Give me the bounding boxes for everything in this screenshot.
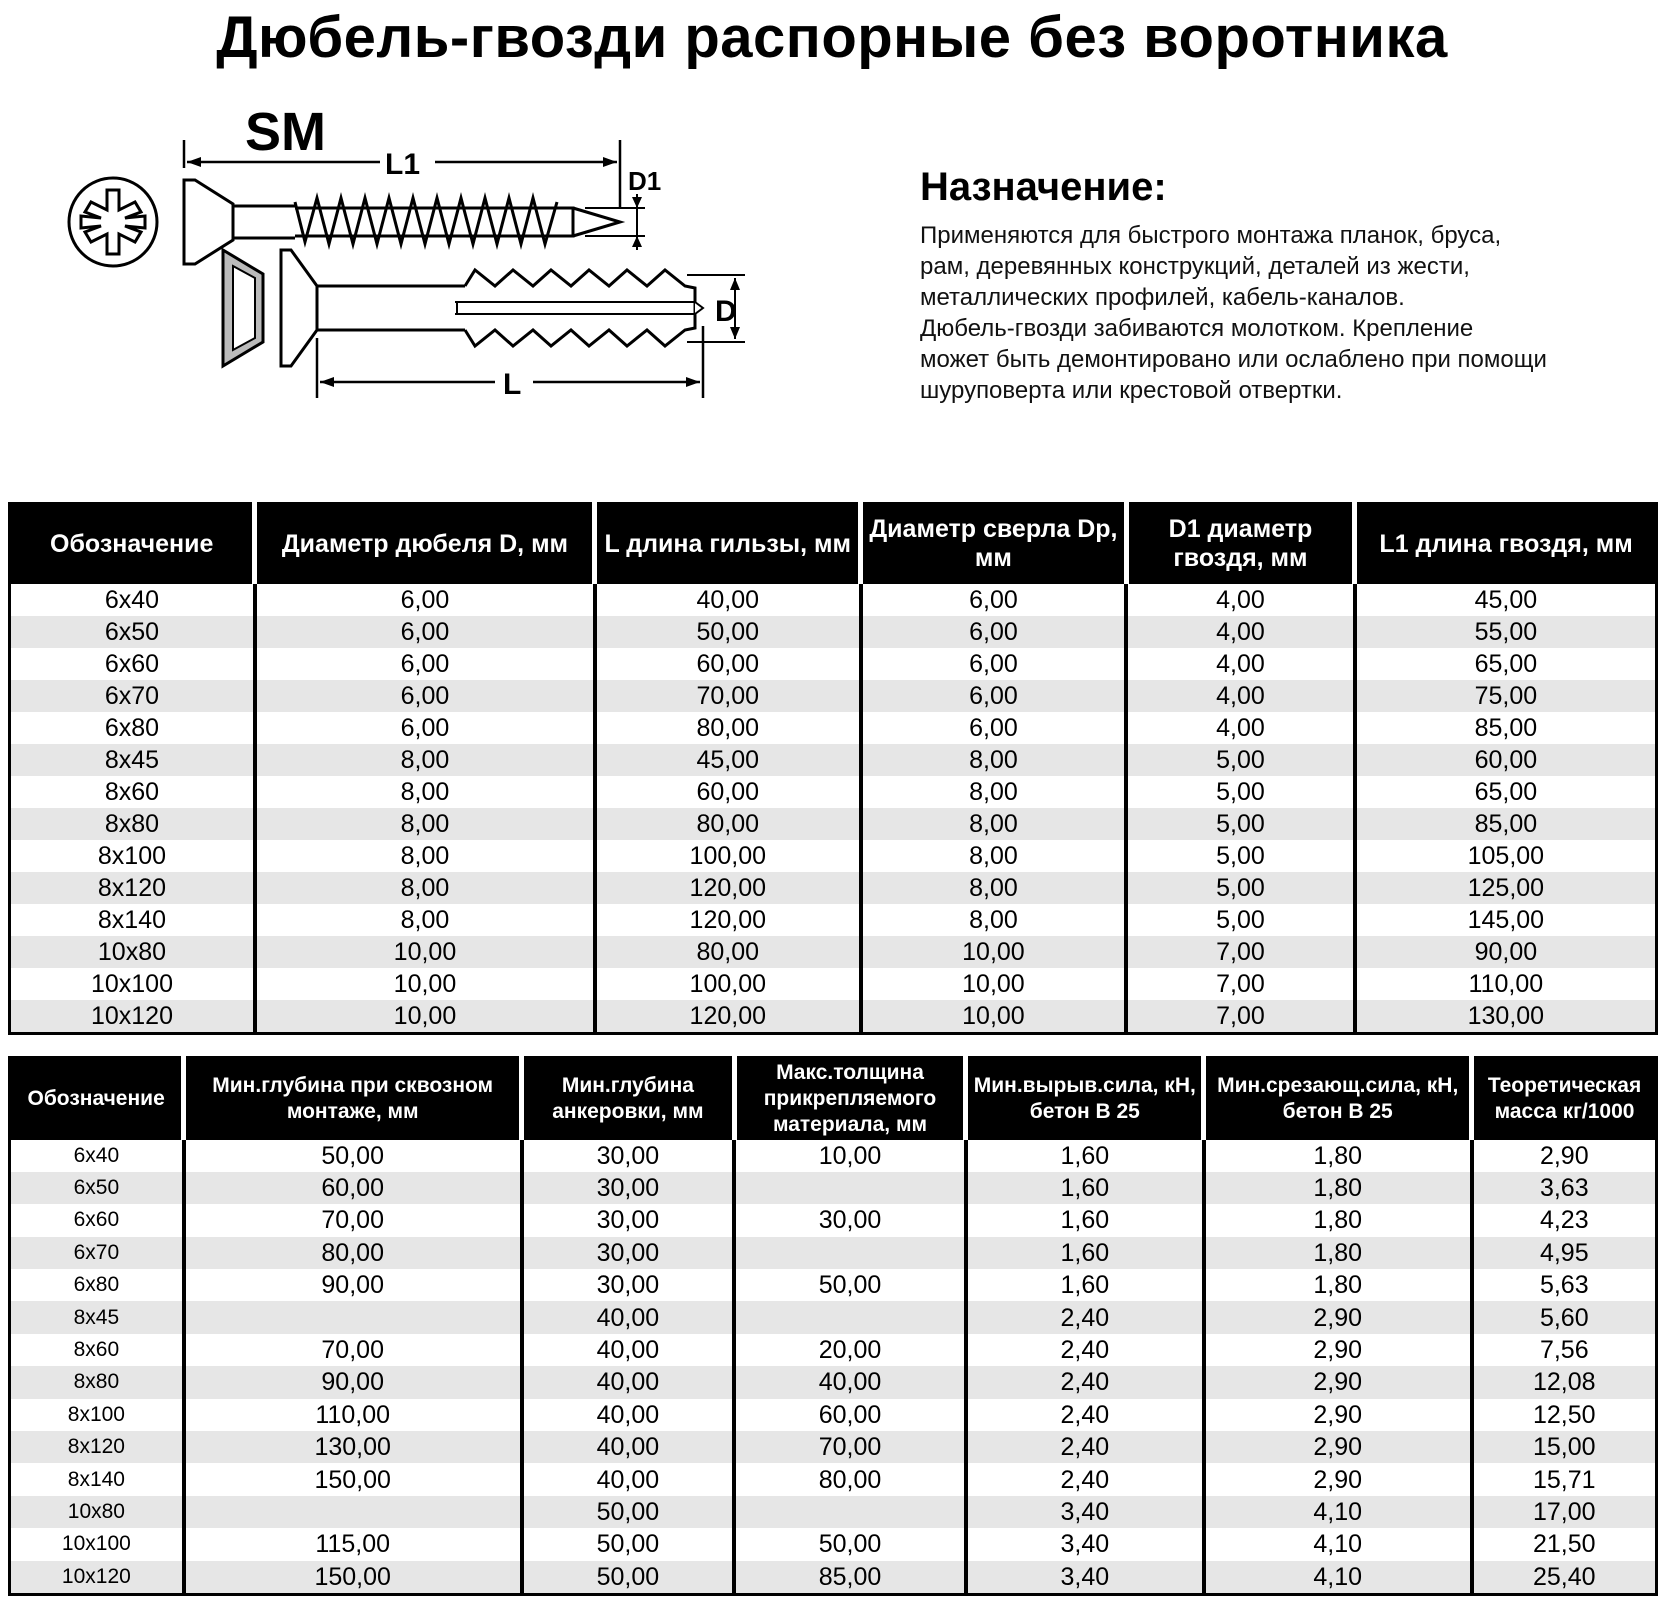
value-cell: 55,00 <box>1355 616 1657 648</box>
value-cell: 10,00 <box>255 936 595 968</box>
column-header: Обозначение <box>10 1058 184 1140</box>
value-cell: 50,00 <box>522 1561 735 1595</box>
value-cell: 2,40 <box>966 1301 1204 1333</box>
value-cell: 65,00 <box>1355 648 1657 680</box>
column-header: Мин.глубина анкеровки, мм <box>522 1058 735 1140</box>
value-cell: 6,00 <box>255 584 595 616</box>
designation-cell: 8x100 <box>67 1402 125 1426</box>
value-cell: 8,00 <box>255 776 595 808</box>
value-cell: 1,60 <box>966 1237 1204 1269</box>
value-cell: 70,00 <box>595 680 861 712</box>
value-cell: 50,00 <box>522 1496 735 1528</box>
value-cell: 45,00 <box>595 744 861 776</box>
value-cell: 6,00 <box>861 616 1127 648</box>
table-row <box>10 1366 1657 1398</box>
value-cell <box>734 1237 966 1269</box>
value-cell: 2,40 <box>966 1399 1204 1431</box>
value-cell: 60,00 <box>1355 744 1657 776</box>
value-cell: 100,00 <box>595 968 861 1000</box>
designation-cell: 8x120 <box>10 1431 184 1463</box>
purpose-heading: Назначение: <box>920 165 1167 209</box>
page-title: Дюбель-гвозди распорные без воротника <box>216 5 1448 70</box>
value-cell: 4,10 <box>1204 1528 1472 1560</box>
value-cell: 4,00 <box>1126 712 1354 744</box>
value-cell: 15,71 <box>1472 1463 1657 1495</box>
designation-cell: 10x80 <box>10 1496 184 1528</box>
value-cell: 8,00 <box>255 872 595 904</box>
value-cell: 145,00 <box>1355 904 1657 936</box>
designation-cell: 6x80 <box>73 1273 120 1297</box>
d-label: D <box>715 295 737 328</box>
designation-cell: 8x120 <box>10 872 255 904</box>
value-cell: 105,00 <box>1355 840 1657 872</box>
value-cell: 5,00 <box>1126 776 1354 808</box>
value-cell: 8,00 <box>255 840 595 872</box>
value-cell: 10,00 <box>734 1140 966 1172</box>
column-header: Диаметр дюбеля D, мм <box>255 504 595 584</box>
column-header: L1 длина гвоздя, мм <box>1355 504 1657 584</box>
table-row <box>10 1301 1657 1333</box>
value-cell: 7,00 <box>1126 1000 1354 1034</box>
table-row <box>10 840 1657 872</box>
value-cell: 30,00 <box>522 1237 735 1269</box>
table-row <box>10 1140 1657 1172</box>
value-cell: 2,90 <box>1204 1431 1472 1463</box>
value-cell: 50,00 <box>734 1269 966 1301</box>
value-cell: 85,00 <box>1355 808 1657 840</box>
column-header: Макс.толщина прикрепляемого материала, мм <box>734 1058 966 1140</box>
value-cell: 2,40 <box>966 1431 1204 1463</box>
table-row <box>10 1237 1657 1269</box>
value-cell: 40,00 <box>522 1431 735 1463</box>
value-cell: 90,00 <box>1355 936 1657 968</box>
value-cell: 3,40 <box>966 1496 1204 1528</box>
value-cell: 17,00 <box>1472 1496 1657 1528</box>
sleeve-collar-drawing <box>223 250 263 366</box>
value-cell <box>184 1301 522 1333</box>
value-cell: 50,00 <box>595 616 861 648</box>
value-cell: 4,23 <box>1472 1204 1657 1236</box>
value-cell: 1,80 <box>1204 1269 1472 1301</box>
table-row <box>10 1334 1657 1366</box>
value-cell: 4,00 <box>1126 680 1354 712</box>
value-cell: 5,00 <box>1126 904 1354 936</box>
value-cell <box>734 1496 966 1528</box>
value-cell: 80,00 <box>184 1237 522 1269</box>
designation-cell: 6x70 <box>10 1237 184 1269</box>
value-cell <box>734 1301 966 1333</box>
table-row <box>10 904 1657 936</box>
column-header: Диаметр сверла Dp, мм <box>861 504 1127 584</box>
value-cell: 5,63 <box>1472 1269 1657 1301</box>
column-header: Теоретическая масса кг/1000 <box>1472 1058 1657 1140</box>
designation-cell: 6x60 <box>104 649 160 678</box>
value-cell: 1,60 <box>966 1269 1204 1301</box>
value-cell: 6,00 <box>255 680 595 712</box>
value-cell: 150,00 <box>184 1463 522 1495</box>
value-cell: 2,90 <box>1204 1399 1472 1431</box>
value-cell: 7,00 <box>1126 936 1354 968</box>
dimensions-table <box>8 502 1658 1035</box>
value-cell: 30,00 <box>522 1172 735 1204</box>
column-header: Мин.срезающ.сила, кН, бетон В 25 <box>1204 1058 1472 1140</box>
table-row <box>10 1000 1657 1034</box>
value-cell: 30,00 <box>734 1204 966 1236</box>
model-label: SM <box>245 102 326 162</box>
value-cell: 2,40 <box>966 1366 1204 1398</box>
designation-cell: 6x50 <box>10 616 255 648</box>
value-cell: 115,00 <box>184 1528 522 1560</box>
designation-cell: 8x60 <box>104 777 160 806</box>
screw-head-top-view-icon <box>69 178 157 266</box>
purpose-line: металлических профилей, кабель-каналов. <box>920 284 1405 311</box>
column-header: Обозначение <box>10 504 255 584</box>
table-row <box>10 680 1657 712</box>
value-cell: 110,00 <box>1355 968 1657 1000</box>
value-cell: 6,00 <box>255 648 595 680</box>
designation-cell: 6x50 <box>10 1172 184 1204</box>
table-row <box>10 1172 1657 1204</box>
value-cell: 3,40 <box>966 1561 1204 1595</box>
value-cell: 40,00 <box>522 1463 735 1495</box>
designation-cell: 10x100 <box>90 969 173 998</box>
value-cell: 3,63 <box>1472 1172 1657 1204</box>
nail-drawing <box>184 180 620 264</box>
designation-cell: 8x140 <box>67 1467 125 1491</box>
value-cell: 10,00 <box>861 936 1127 968</box>
value-cell: 70,00 <box>184 1334 522 1366</box>
table-row <box>10 936 1657 968</box>
value-cell: 8,00 <box>861 744 1127 776</box>
table-row <box>10 1528 1657 1560</box>
designation-cell: 6x80 <box>104 713 160 742</box>
value-cell: 40,00 <box>734 1366 966 1398</box>
purpose-line: может быть демонтировано или ослаблено при помощи <box>920 346 1547 373</box>
value-cell: 2,90 <box>1472 1140 1657 1172</box>
value-cell: 40,00 <box>522 1334 735 1366</box>
value-cell: 25,40 <box>1472 1561 1657 1595</box>
purpose-line: Применяются для быстрого монтажа планок, бруса, <box>920 222 1502 249</box>
value-cell: 40,00 <box>522 1301 735 1333</box>
purpose-line: рам, деревянных конструкций, деталей из жести, <box>920 253 1470 280</box>
designation-cell: 6x70 <box>10 680 255 712</box>
value-cell: 1,60 <box>966 1172 1204 1204</box>
value-cell: 5,00 <box>1126 872 1354 904</box>
value-cell: 6,00 <box>861 712 1127 744</box>
table-row <box>10 744 1657 776</box>
value-cell: 90,00 <box>184 1366 522 1398</box>
value-cell: 5,00 <box>1126 808 1354 840</box>
designation-cell: 8x100 <box>97 841 167 870</box>
designation-cell: 10x80 <box>10 936 255 968</box>
value-cell: 30,00 <box>522 1269 735 1301</box>
value-cell: 45,00 <box>1355 584 1657 616</box>
value-cell: 1,80 <box>1204 1140 1472 1172</box>
value-cell: 8,00 <box>861 904 1127 936</box>
value-cell: 8,00 <box>861 872 1127 904</box>
value-cell: 2,40 <box>966 1463 1204 1495</box>
value-cell: 60,00 <box>595 648 861 680</box>
value-cell: 120,00 <box>595 904 861 936</box>
value-cell: 130,00 <box>1355 1000 1657 1034</box>
designation-cell: 10x120 <box>10 1000 255 1034</box>
designation-cell: 10x120 <box>10 1561 184 1595</box>
value-cell: 4,10 <box>1204 1561 1472 1595</box>
value-cell: 120,00 <box>595 872 861 904</box>
d1-label: D1 <box>628 166 662 196</box>
designation-cell: 8x80 <box>10 808 255 840</box>
value-cell: 65,00 <box>1355 776 1657 808</box>
value-cell: 1,80 <box>1204 1237 1472 1269</box>
value-cell: 7,00 <box>1126 968 1354 1000</box>
value-cell: 8,00 <box>861 776 1127 808</box>
value-cell: 3,40 <box>966 1528 1204 1560</box>
table-row <box>10 968 1657 1000</box>
value-cell: 5,00 <box>1126 840 1354 872</box>
value-cell: 150,00 <box>184 1561 522 1595</box>
value-cell: 40,00 <box>522 1399 735 1431</box>
value-cell: 10,00 <box>861 968 1127 1000</box>
value-cell: 125,00 <box>1355 872 1657 904</box>
designation-cell: 8x45 <box>10 1301 184 1333</box>
table-row <box>10 616 1657 648</box>
product-diagram <box>55 98 815 428</box>
value-cell: 85,00 <box>1355 712 1657 744</box>
value-cell: 4,95 <box>1472 1237 1657 1269</box>
purpose-text <box>920 220 1660 406</box>
l-label: L <box>503 368 522 401</box>
designation-cell: 8x45 <box>10 744 255 776</box>
table-row <box>10 1269 1657 1301</box>
table-row <box>10 648 1657 680</box>
value-cell: 2,40 <box>966 1334 1204 1366</box>
purpose-line: шуруповерта или крестовой отвертки. <box>920 377 1343 404</box>
l1-label: L1 <box>385 148 421 181</box>
table-row <box>10 1399 1657 1431</box>
value-cell: 6,00 <box>255 616 595 648</box>
table-row <box>10 808 1657 840</box>
column-header: Мин.вырыв.сила, кН, бетон В 25 <box>966 1058 1204 1140</box>
value-cell: 4,10 <box>1204 1496 1472 1528</box>
value-cell: 80,00 <box>595 808 861 840</box>
value-cell: 100,00 <box>595 840 861 872</box>
value-cell: 7,56 <box>1472 1334 1657 1366</box>
value-cell: 12,08 <box>1472 1366 1657 1398</box>
value-cell: 6,00 <box>861 584 1127 616</box>
value-cell: 8,00 <box>255 744 595 776</box>
table-row <box>10 1463 1657 1495</box>
value-cell: 30,00 <box>522 1204 735 1236</box>
value-cell: 1,80 <box>1204 1204 1472 1236</box>
value-cell: 80,00 <box>595 712 861 744</box>
table-header-row <box>10 504 1657 584</box>
value-cell: 60,00 <box>595 776 861 808</box>
designation-cell: 8x140 <box>97 905 167 934</box>
value-cell: 12,50 <box>1472 1399 1657 1431</box>
table-row <box>10 1431 1657 1463</box>
value-cell: 6,00 <box>255 712 595 744</box>
value-cell: 1,60 <box>966 1204 1204 1236</box>
value-cell: 5,00 <box>1126 744 1354 776</box>
value-cell: 6,00 <box>861 648 1127 680</box>
value-cell <box>184 1496 522 1528</box>
table-row <box>10 872 1657 904</box>
value-cell: 8,00 <box>861 840 1127 872</box>
value-cell: 130,00 <box>184 1431 522 1463</box>
value-cell: 110,00 <box>184 1399 522 1431</box>
value-cell: 60,00 <box>734 1399 966 1431</box>
value-cell: 8,00 <box>255 904 595 936</box>
table-row <box>10 584 1657 616</box>
value-cell: 70,00 <box>184 1204 522 1236</box>
purpose-line: Дюбель-гвозди забиваются молотком. Крепление <box>920 315 1474 342</box>
value-cell: 15,00 <box>1472 1431 1657 1463</box>
designation-cell: 6x60 <box>73 1208 120 1232</box>
value-cell: 1,80 <box>1204 1172 1472 1204</box>
value-cell: 2,90 <box>1204 1334 1472 1366</box>
value-cell: 4,00 <box>1126 616 1354 648</box>
designation-cell: 6x40 <box>73 1143 120 1167</box>
value-cell: 70,00 <box>734 1431 966 1463</box>
designation-cell: 6x40 <box>104 585 160 614</box>
designation-cell: 10x100 <box>61 1532 131 1556</box>
value-cell: 21,50 <box>1472 1528 1657 1560</box>
dowel-sleeve-drawing <box>281 250 703 366</box>
value-cell: 30,00 <box>522 1140 735 1172</box>
value-cell: 40,00 <box>522 1366 735 1398</box>
value-cell: 80,00 <box>734 1463 966 1495</box>
value-cell <box>734 1172 966 1204</box>
table-header-row <box>10 1058 1657 1140</box>
value-cell: 80,00 <box>595 936 861 968</box>
value-cell: 1,60 <box>966 1140 1204 1172</box>
value-cell: 60,00 <box>184 1172 522 1204</box>
value-cell: 2,90 <box>1204 1366 1472 1398</box>
value-cell: 20,00 <box>734 1334 966 1366</box>
value-cell: 4,00 <box>1126 648 1354 680</box>
value-cell: 4,00 <box>1126 584 1354 616</box>
column-header: D1 диаметр гвоздя, мм <box>1126 504 1354 584</box>
designation-cell: 8x80 <box>10 1366 184 1398</box>
designation-cell: 8x60 <box>73 1338 120 1362</box>
table-row <box>10 1561 1657 1595</box>
value-cell: 85,00 <box>734 1561 966 1595</box>
table-row <box>10 1496 1657 1528</box>
value-cell: 120,00 <box>595 1000 861 1034</box>
value-cell: 75,00 <box>1355 680 1657 712</box>
column-header: L длина гильзы, мм <box>595 504 861 584</box>
value-cell: 10,00 <box>255 1000 595 1034</box>
value-cell: 6,00 <box>861 680 1127 712</box>
value-cell: 50,00 <box>522 1528 735 1560</box>
column-header: Мин.глубина при сквозном монтаже, мм <box>184 1058 522 1140</box>
value-cell: 8,00 <box>255 808 595 840</box>
value-cell: 50,00 <box>734 1528 966 1560</box>
table-row <box>10 1204 1657 1236</box>
value-cell: 50,00 <box>184 1140 522 1172</box>
table-row <box>10 776 1657 808</box>
value-cell: 10,00 <box>861 1000 1127 1034</box>
value-cell: 2,90 <box>1204 1301 1472 1333</box>
purpose-section <box>920 165 1660 406</box>
table-row <box>10 712 1657 744</box>
performance-table <box>8 1056 1658 1596</box>
value-cell: 10,00 <box>255 968 595 1000</box>
value-cell: 90,00 <box>184 1269 522 1301</box>
value-cell: 8,00 <box>861 808 1127 840</box>
value-cell: 5,60 <box>1472 1301 1657 1333</box>
value-cell: 40,00 <box>595 584 861 616</box>
value-cell: 2,90 <box>1204 1463 1472 1495</box>
